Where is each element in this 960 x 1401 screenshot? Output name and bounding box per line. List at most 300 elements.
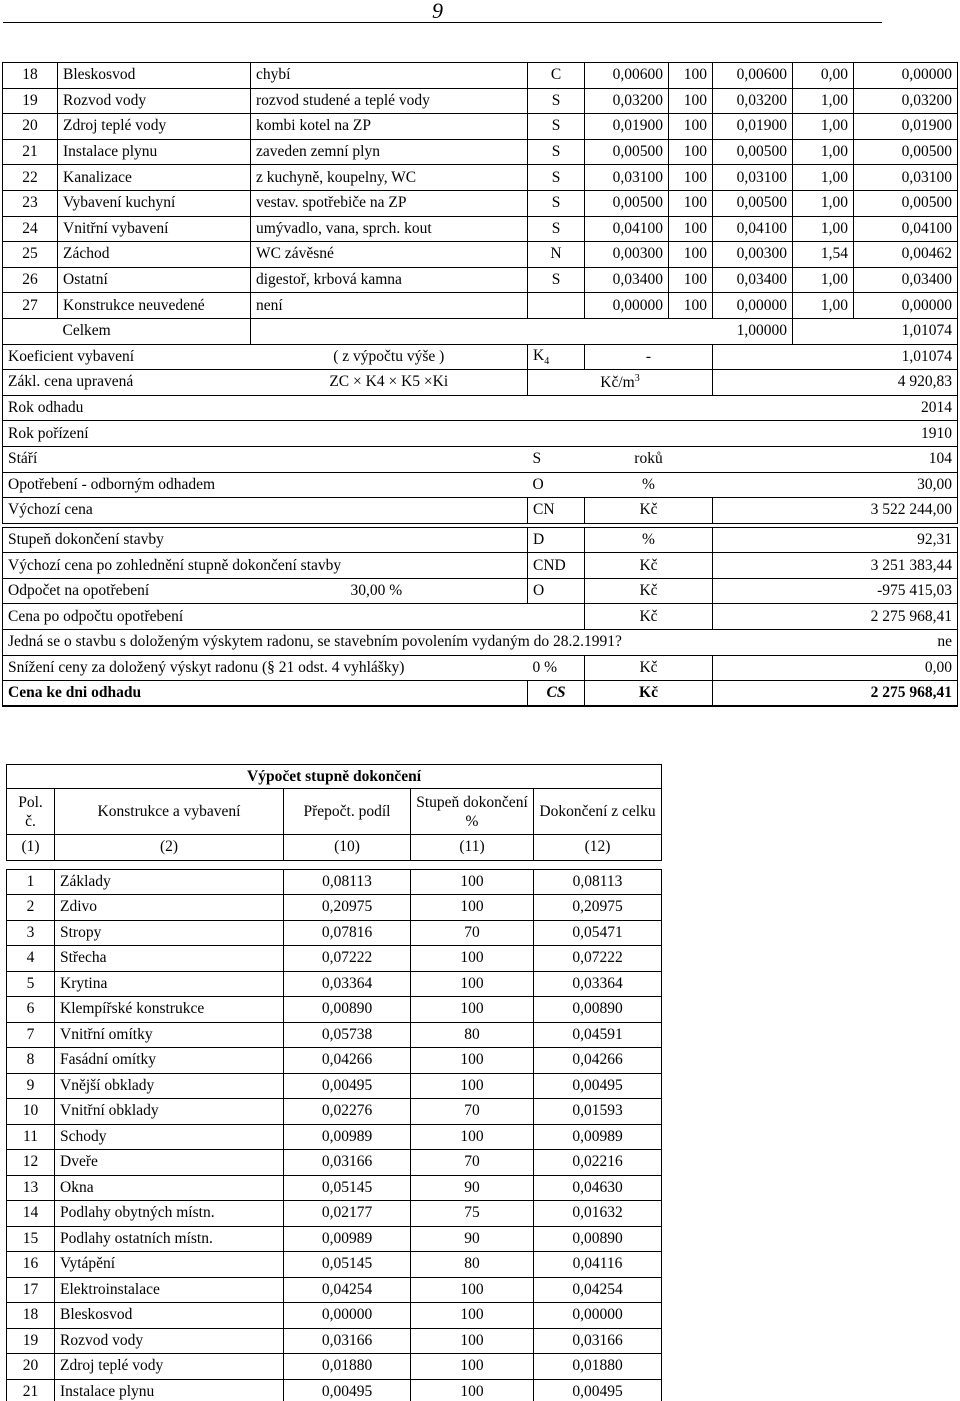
vychozi-po-symbol: CND	[528, 553, 585, 579]
completion-stupen: 90	[411, 1175, 534, 1201]
completion-podil: 0,02177	[284, 1201, 411, 1227]
radon-percent: 0 %	[528, 655, 585, 681]
item-share: 0,00500	[585, 139, 669, 165]
completion-stupen: 80	[411, 1252, 534, 1278]
item-percent: 100	[669, 63, 713, 89]
item-share: 0,00600	[585, 63, 669, 89]
completion-row	[7, 895, 662, 921]
completion-row	[7, 1354, 662, 1380]
item-category: S	[528, 190, 585, 216]
completion-row	[7, 1379, 662, 1401]
vychozi-row	[3, 498, 958, 524]
item-share: 0,03200	[585, 88, 669, 114]
item-percent: 100	[669, 114, 713, 140]
completion-name: Stropy	[55, 920, 284, 946]
rok-odhadu-label: Rok odhadu	[3, 395, 713, 421]
completion-name: Elektroinstalace	[55, 1277, 284, 1303]
item-recalc-share: 0,04100	[713, 216, 793, 242]
completion-podil: 0,08113	[284, 869, 411, 895]
completion-podil: 0,04266	[284, 1048, 411, 1074]
radon-question-value: ne	[854, 630, 958, 656]
completion-number: 8	[7, 1048, 55, 1074]
item-description: WC závěsné	[251, 242, 528, 268]
item-result: 0,00500	[854, 190, 958, 216]
stari-row	[3, 446, 958, 472]
completion-dokonceni: 0,20975	[534, 895, 662, 921]
celkem-label: Celkem	[58, 318, 251, 344]
row-number: 25	[3, 242, 58, 268]
header-name: Konstrukce a vybavení	[55, 789, 284, 835]
completion-name: Okna	[55, 1175, 284, 1201]
item-recalc-share: 0,03200	[713, 88, 793, 114]
item-result: 0,01900	[854, 114, 958, 140]
completion-name: Zdivo	[55, 895, 284, 921]
colnum-1: (1)	[7, 835, 55, 861]
item-result: 0,00000	[854, 63, 958, 89]
completion-dokonceni: 0,01632	[534, 1201, 662, 1227]
completion-dokonceni: 0,07222	[534, 946, 662, 972]
vychozi-po-row	[3, 553, 958, 579]
completion-name: Bleskosvod	[55, 1303, 284, 1329]
completion-dokonceni: 0,08113	[534, 869, 662, 895]
completion-number: 2	[7, 895, 55, 921]
completion-title-row	[7, 765, 662, 789]
item-recalc-share: 0,00500	[713, 139, 793, 165]
colnum-2: (2)	[55, 835, 284, 861]
opotrebeni-label: Opotřebení - odborným odhadem	[3, 472, 528, 498]
rok-odhadu-value: 2014	[713, 395, 958, 421]
item-description: kombi kotel na ZP	[251, 114, 528, 140]
vychozi-po-unit: Kč	[585, 553, 713, 579]
completion-number: 16	[7, 1252, 55, 1278]
zcu-value: 4 920,83	[713, 370, 958, 396]
item-coefficient: 1,00	[793, 293, 854, 319]
item-result: 0,00462	[854, 242, 958, 268]
stari-symbol: S	[528, 446, 585, 472]
completion-row	[7, 1150, 662, 1176]
completion-number: 14	[7, 1201, 55, 1227]
odpocet-percent: 30,00 %	[251, 578, 528, 604]
completion-number: 18	[7, 1303, 55, 1329]
item-coefficient: 1,00	[793, 114, 854, 140]
row-number: 18	[3, 63, 58, 89]
completion-stupen: 100	[411, 869, 534, 895]
completion-rows	[7, 869, 662, 1401]
k4-unit: -	[585, 344, 713, 370]
item-result: 0,03100	[854, 165, 958, 191]
completion-dokonceni: 0,04116	[534, 1252, 662, 1278]
completion-stupen: 100	[411, 1379, 534, 1401]
item-category: S	[528, 88, 585, 114]
item-category: S	[528, 139, 585, 165]
item-share: 0,00500	[585, 190, 669, 216]
item-result: 0,03400	[854, 267, 958, 293]
k4-value: 1,01074	[713, 344, 958, 370]
completion-number: 17	[7, 1277, 55, 1303]
completion-name: Vytápění	[55, 1252, 284, 1278]
completion-dokonceni: 0,00495	[534, 1379, 662, 1401]
item-recalc-share: 0,03100	[713, 165, 793, 191]
rok-porizeni-row	[3, 421, 958, 447]
item-coefficient: 1,00	[793, 88, 854, 114]
item-description: rozvod studené a teplé vody	[251, 88, 528, 114]
completion-number: 9	[7, 1073, 55, 1099]
completion-row	[7, 1124, 662, 1150]
completion-dokonceni: 0,00495	[534, 1073, 662, 1099]
item-category: S	[528, 165, 585, 191]
header-stupen: Stupeň dokončení %	[411, 789, 534, 835]
colnum-11: (11)	[411, 835, 534, 861]
completion-stupen: 100	[411, 1354, 534, 1380]
k4-label: Koeficient vybavení	[3, 344, 251, 370]
item-description: z kuchyně, koupelny, WC	[251, 165, 528, 191]
completion-row	[7, 1252, 662, 1278]
rok-odhadu-row	[3, 395, 958, 421]
completion-dokonceni: 0,04266	[534, 1048, 662, 1074]
completion-number: 5	[7, 971, 55, 997]
item-recalc-share: 0,00600	[713, 63, 793, 89]
completion-row	[7, 1226, 662, 1252]
completion-name: Vnější obklady	[55, 1073, 284, 1099]
completion-podil: 0,00495	[284, 1073, 411, 1099]
vychozi-value: 3 522 244,00	[713, 498, 958, 524]
item-percent: 100	[669, 139, 713, 165]
radon-label: Snížení ceny za doložený výskyt radonu (§ 21 odst. 4 vyhlášky)	[3, 655, 528, 681]
equipment-row	[3, 190, 958, 216]
completion-podil: 0,00989	[284, 1124, 411, 1150]
item-coefficient: 1,00	[793, 190, 854, 216]
item-share: 0,03100	[585, 165, 669, 191]
completion-podil: 0,01880	[284, 1354, 411, 1380]
completion-name: Podlahy ostatních místn.	[55, 1226, 284, 1252]
radon-unit: Kč	[585, 655, 713, 681]
completion-number: 10	[7, 1099, 55, 1125]
completion-podil: 0,02276	[284, 1099, 411, 1125]
stupen-unit: %	[585, 527, 713, 553]
celkem-row	[3, 318, 958, 344]
odpocet-row	[3, 578, 958, 604]
completion-name: Střecha	[55, 946, 284, 972]
equipment-row	[3, 165, 958, 191]
radon-question-row	[3, 630, 958, 656]
completion-row	[7, 1328, 662, 1354]
completion-podil: 0,00495	[284, 1379, 411, 1401]
completion-podil: 0,00989	[284, 1226, 411, 1252]
stari-label: Stáří	[3, 446, 528, 472]
completion-stupen: 100	[411, 895, 534, 921]
completion-row	[7, 869, 662, 895]
radon-row	[3, 655, 958, 681]
completion-dokonceni: 0,03364	[534, 971, 662, 997]
completion-podil: 0,00890	[284, 997, 411, 1023]
final-row	[3, 681, 958, 707]
item-percent: 100	[669, 165, 713, 191]
equipment-row	[3, 242, 958, 268]
rok-porizeni-label: Rok pořízení	[3, 421, 713, 447]
k4-symbol: $K_4$	[528, 344, 585, 370]
completion-stupen: 100	[411, 1277, 534, 1303]
item-percent: 100	[669, 267, 713, 293]
completion-number: 20	[7, 1354, 55, 1380]
completion-dokonceni: 0,04630	[534, 1175, 662, 1201]
completion-podil: 0,03364	[284, 971, 411, 997]
odpocet-value: -975 415,03	[713, 578, 958, 604]
completion-stupen: 70	[411, 1099, 534, 1125]
equipment-row	[3, 114, 958, 140]
k4-note: ( z výpočtu výše )	[251, 344, 528, 370]
vychozi-label: Výchozí cena	[3, 498, 528, 524]
item-result: 0,00000	[854, 293, 958, 319]
cena-po-value: 2 275 968,41	[713, 604, 958, 630]
completion-stupen: 100	[411, 997, 534, 1023]
item-name: Vnitřní vybavení	[58, 216, 251, 242]
completion-stupen: 80	[411, 1022, 534, 1048]
completion-stupen: 75	[411, 1201, 534, 1227]
row-number: 27	[3, 293, 58, 319]
equipment-row	[3, 216, 958, 242]
completion-dokonceni: 0,04254	[534, 1277, 662, 1303]
cena-po-row	[3, 604, 958, 630]
completion-name: Vnitřní omítky	[55, 1022, 284, 1048]
completion-dokonceni: 0,04591	[534, 1022, 662, 1048]
k4-row	[3, 344, 958, 370]
completion-number: 19	[7, 1328, 55, 1354]
completion-dokonceni: 0,00000	[534, 1303, 662, 1329]
final-symbol: CS	[528, 681, 585, 707]
completion-stupen: 70	[411, 1150, 534, 1176]
completion-name: Klempířské konstrukce	[55, 997, 284, 1023]
zcu-unit: $Kč/m^3$	[528, 370, 713, 396]
row-number: 19	[3, 88, 58, 114]
item-name: Rozvod vody	[58, 88, 251, 114]
item-percent: 100	[669, 293, 713, 319]
completion-name: Rozvod vody	[55, 1328, 284, 1354]
completion-name: Vnitřní obklady	[55, 1099, 284, 1125]
completion-number: 13	[7, 1175, 55, 1201]
completion-name: Zdroj teplé vody	[55, 1354, 284, 1380]
completion-number: 3	[7, 920, 55, 946]
item-coefficient: 1,00	[793, 267, 854, 293]
header-podil: Přepočt. podíl	[284, 789, 411, 835]
completion-row	[7, 1201, 662, 1227]
opotrebeni-value: 30,00	[713, 472, 958, 498]
item-result: 0,00500	[854, 139, 958, 165]
radon-value: 0,00	[713, 655, 958, 681]
completion-number: 4	[7, 946, 55, 972]
item-result: 0,04100	[854, 216, 958, 242]
cena-po-unit: Kč	[585, 604, 713, 630]
completion-stupen: 100	[411, 971, 534, 997]
completion-name: Podlahy obytných místn.	[55, 1201, 284, 1227]
item-coefficient: 1,00	[793, 165, 854, 191]
item-name: Ostatní	[58, 267, 251, 293]
header-rule	[3, 22, 882, 23]
item-share: 0,03400	[585, 267, 669, 293]
equipment-row	[3, 88, 958, 114]
completion-row	[7, 1175, 662, 1201]
equipment-row	[3, 267, 958, 293]
completion-podil: 0,05145	[284, 1175, 411, 1201]
completion-name: Základy	[55, 869, 284, 895]
zcu-label: Zákl. cena upravená	[3, 370, 251, 396]
completion-podil: 0,07222	[284, 946, 411, 972]
item-share: 0,01900	[585, 114, 669, 140]
completion-dokonceni: 0,01880	[534, 1354, 662, 1380]
completion-dokonceni: 0,03166	[534, 1328, 662, 1354]
completion-dokonceni: 0,05471	[534, 920, 662, 946]
completion-row	[7, 946, 662, 972]
row-number: 20	[3, 114, 58, 140]
row-number: 24	[3, 216, 58, 242]
vychozi-po-label: Výchozí cena po zohlednění stupně dokončení stavby	[3, 553, 528, 579]
completion-dokonceni: 0,00890	[534, 1226, 662, 1252]
stupen-row	[3, 527, 958, 553]
item-category: C	[528, 63, 585, 89]
final-unit: Kč	[585, 681, 713, 707]
equipment-row	[3, 293, 958, 319]
completion-number: 21	[7, 1379, 55, 1401]
completion-name: Dveře	[55, 1150, 284, 1176]
completion-stupen: 100	[411, 1303, 534, 1329]
completion-dokonceni: 0,02216	[534, 1150, 662, 1176]
final-value: 2 275 968,41	[713, 681, 958, 707]
page-number: 9	[432, 0, 443, 23]
equipment-row	[3, 139, 958, 165]
item-recalc-share: 0,00500	[713, 190, 793, 216]
item-category: N	[528, 242, 585, 268]
item-name: Kanalizace	[58, 165, 251, 191]
item-category	[528, 293, 585, 319]
celkem-sum-e: 1,01074	[793, 318, 958, 344]
completion-podil: 0,07816	[284, 920, 411, 946]
completion-number: 15	[7, 1226, 55, 1252]
item-name: Konstrukce neuvedené	[58, 293, 251, 319]
cena-po-label: Cena po odpočtu opotřebení	[3, 604, 585, 630]
completion-number: 1	[7, 869, 55, 895]
completion-row	[7, 1277, 662, 1303]
completion-stupen: 100	[411, 1048, 534, 1074]
item-category: S	[528, 216, 585, 242]
vychozi-unit: Kč	[585, 498, 713, 524]
completion-number: 12	[7, 1150, 55, 1176]
completion-dokonceni: 0,00890	[534, 997, 662, 1023]
row-number: 22	[3, 165, 58, 191]
opotrebeni-unit: %	[585, 472, 713, 498]
completion-name: Fasádní omítky	[55, 1048, 284, 1074]
item-recalc-share: 0,00300	[713, 242, 793, 268]
vychozi-symbol: CN	[528, 498, 585, 524]
odpocet-label: Odpočet na opotřebení	[3, 578, 251, 604]
zcu-row	[3, 370, 958, 396]
item-recalc-share: 0,00000	[713, 293, 793, 319]
odpocet-unit: Kč	[585, 578, 713, 604]
item-percent: 100	[669, 216, 713, 242]
item-share: 0,00000	[585, 293, 669, 319]
item-description: digestoř, krbová kamna	[251, 267, 528, 293]
completion-row	[7, 1022, 662, 1048]
column-number-row	[7, 835, 662, 861]
item-description: zaveden zemní plyn	[251, 139, 528, 165]
item-percent: 100	[669, 190, 713, 216]
completion-name: Schody	[55, 1124, 284, 1150]
header-spacer	[7, 860, 662, 869]
opotrebeni-row	[3, 472, 958, 498]
completion-dokonceni: 0,00989	[534, 1124, 662, 1150]
header-dokonceni: Dokončení z celku	[534, 789, 662, 835]
item-coefficient: 0,00	[793, 63, 854, 89]
stupen-label: Stupeň dokončení stavby	[3, 527, 528, 553]
completion-number: 11	[7, 1124, 55, 1150]
row-number: 26	[3, 267, 58, 293]
item-percent: 100	[669, 88, 713, 114]
item-name: Vybavení kuchyní	[58, 190, 251, 216]
item-name: Bleskosvod	[58, 63, 251, 89]
item-percent: 100	[669, 242, 713, 268]
completion-podil: 0,05145	[284, 1252, 411, 1278]
colnum-12: (12)	[534, 835, 662, 861]
item-name: Zdroj teplé vody	[58, 114, 251, 140]
item-description: chybí	[251, 63, 528, 89]
final-label: Cena ke dni odhadu	[3, 681, 528, 707]
completion-stupen: 70	[411, 920, 534, 946]
completion-podil: 0,20975	[284, 895, 411, 921]
vychozi-po-value: 3 251 383,44	[713, 553, 958, 579]
celkem-sum-c: 1,00000	[713, 318, 793, 344]
item-coefficient: 1,00	[793, 139, 854, 165]
item-coefficient: 1,00	[793, 216, 854, 242]
completion-stupen: 90	[411, 1226, 534, 1252]
opotrebeni-symbol: O	[528, 472, 585, 498]
completion-podil: 0,04254	[284, 1277, 411, 1303]
item-coefficient: 1,54	[793, 242, 854, 268]
row-number: 21	[3, 139, 58, 165]
completion-row	[7, 1048, 662, 1074]
completion-podil: 0,03166	[284, 1150, 411, 1176]
item-description: není	[251, 293, 528, 319]
completion-row	[7, 1099, 662, 1125]
completion-header-row	[7, 789, 662, 835]
row-number: 23	[3, 190, 58, 216]
completion-stupen: 100	[411, 1328, 534, 1354]
completion-row	[7, 920, 662, 946]
completion-stupen: 100	[411, 1124, 534, 1150]
stupen-symbol: D	[528, 527, 585, 553]
completion-stupen: 100	[411, 1073, 534, 1099]
item-share: 0,04100	[585, 216, 669, 242]
completion-name: Instalace plynu	[55, 1379, 284, 1401]
equipment-row	[3, 63, 958, 89]
odpocet-symbol: O	[528, 578, 585, 604]
colnum-10: (10)	[284, 835, 411, 861]
completion-dokonceni: 0,01593	[534, 1099, 662, 1125]
completion-podil: 0,05738	[284, 1022, 411, 1048]
header-pol: Pol. č.	[7, 789, 55, 835]
completion-table	[6, 764, 662, 1401]
zcu-formula: ZC × K4 × K5 ×Ki	[251, 370, 528, 396]
completion-name: Krytina	[55, 971, 284, 997]
completion-podil: 0,00000	[284, 1303, 411, 1329]
item-share: 0,00300	[585, 242, 669, 268]
stari-unit: roků	[585, 446, 713, 472]
stupen-value: 92,31	[713, 527, 958, 553]
item-description: vestav. spotřebiče na ZP	[251, 190, 528, 216]
completion-title: Výpočet stupně dokončení	[7, 765, 662, 789]
completion-row	[7, 1073, 662, 1099]
item-name: Záchod	[58, 242, 251, 268]
completion-row	[7, 1303, 662, 1329]
completion-number: 7	[7, 1022, 55, 1048]
item-category: S	[528, 267, 585, 293]
